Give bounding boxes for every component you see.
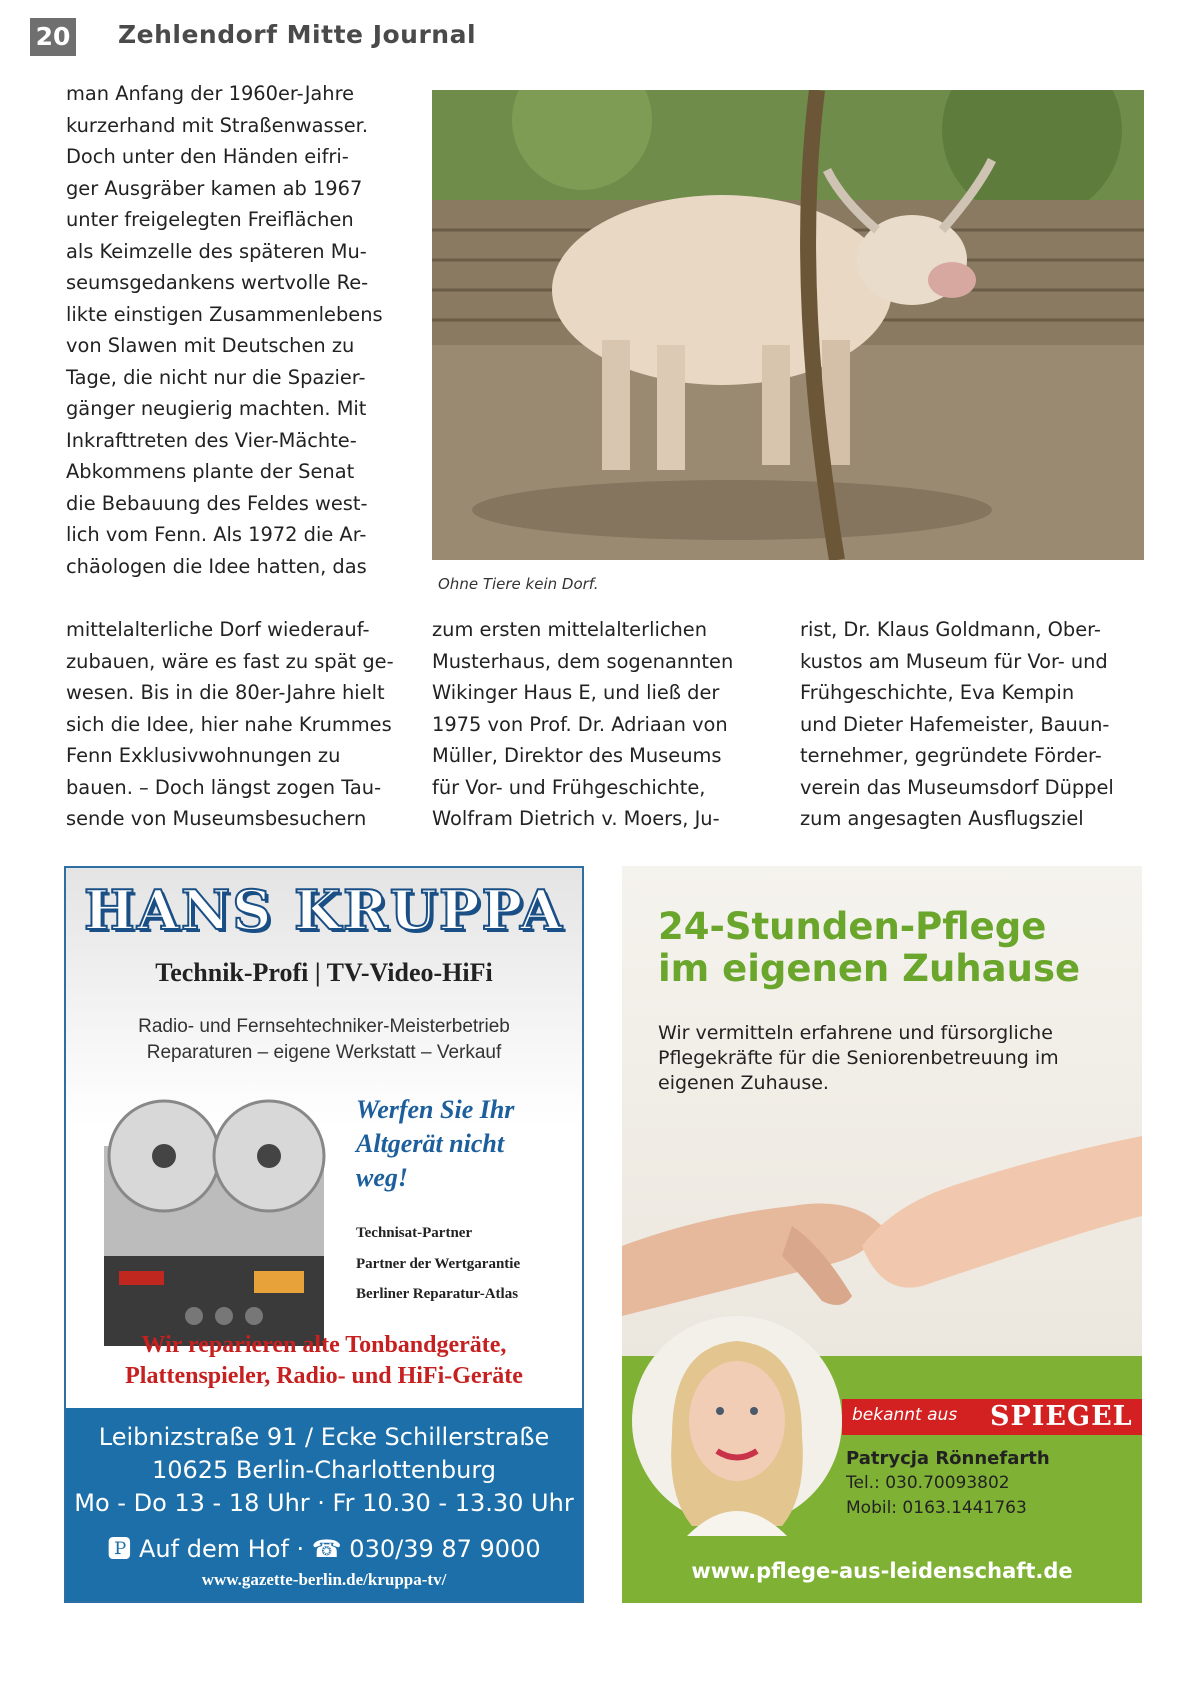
journal-title: Zehlendorf Mitte Journal	[118, 20, 477, 49]
text-line: und Dieter Hafemeister, Bauun-	[800, 712, 1110, 736]
article-column-1	[66, 78, 416, 582]
text-line: Müller, Direktor des Museums	[432, 744, 722, 767]
website-link[interactable]: www.gazette-berlin.de/kruppa-tv/	[201, 1570, 447, 1589]
slogan	[356, 1093, 514, 1195]
text-line: kurzerhand mit Straßenwasser.	[66, 113, 369, 137]
cow-photo	[432, 90, 1144, 560]
address-city: 10625 Berlin-Charlottenburg	[151, 1456, 497, 1484]
text-line: mittelalterliche Dorf wiederauf-	[66, 618, 370, 641]
text-line: als Keimzelle des späteren Mu-	[66, 239, 367, 263]
service-line: Reparaturen – eigene Werkstatt – Verkauf	[146, 1042, 502, 1063]
press-badge	[842, 1399, 1142, 1435]
text-line: Frühgeschichte, Eva Kempin	[800, 681, 1075, 704]
text-line: 1975 von Prof. Dr. Adriaan von	[432, 712, 728, 736]
repair-headline	[66, 1330, 582, 1392]
text-line: likte einstigen Zusammenlebens	[66, 302, 383, 326]
address-street: Leibnizstraße 91 / Ecke Schillerstraße	[98, 1423, 550, 1451]
text-line: ger Ausgräber kamen ab 1967	[66, 176, 363, 200]
known-from-label: bekannt aus	[852, 1405, 958, 1425]
text-line: zubauen, wäre es fast zu spät ge-	[66, 649, 394, 673]
text-line: ternehmer, gegründete Förder-	[800, 744, 1102, 767]
text-line: Doch unter den Händen eifri-	[66, 145, 349, 168]
pflege-advertisement	[622, 866, 1142, 1603]
text-line: für Vor- und Frühgeschichte,	[432, 775, 706, 799]
text-line: sende von Museumsbesuchern	[66, 807, 367, 830]
photo-caption: Ohne Tiere kein Dorf.	[438, 575, 599, 593]
pflege-description: Wir vermitteln erfahrene und fürsorgliche Pflegekräfte für die Seniorenbetreuung im eigenen Zuhause.	[658, 1022, 1059, 1094]
text-line: zum angesagten Ausflugsziel	[800, 807, 1084, 830]
contact-panel	[66, 1408, 582, 1603]
text-line: Wolfram Dietrich v. Moers, Ju-	[432, 807, 720, 830]
article-column-2	[432, 614, 780, 835]
phone-number: Tel.: 030.70093802	[846, 1473, 1010, 1493]
text-line: Inkrafttreten des Vier-Mächte-	[66, 428, 357, 452]
text-line: von Slawen mit Deutschen zu	[66, 334, 355, 357]
slogan-line: Werfen Sie Ihr	[356, 1095, 515, 1124]
text-line: Musterhaus, dem sogenannten	[432, 649, 734, 673]
headline-line: 24-Stunden-Pflege	[658, 905, 1047, 948]
kruppa-advertisement	[64, 866, 584, 1603]
text-line: zum ersten mittelalterlichen	[432, 618, 708, 641]
headline-line: im eigenen Zuhause	[658, 947, 1081, 990]
page-number: 20	[30, 18, 76, 56]
company-subtitle: Technik-Profi | TV-Video-HiFi	[155, 958, 493, 987]
slogan-line: Altgerät nicht	[356, 1129, 505, 1158]
text-line: man Anfang der 1960er-Jahre	[66, 82, 355, 105]
service-line: Radio- und Fernsehtechniker-Meisterbetrieb	[138, 1016, 510, 1037]
repair-line: Plattenspieler, Radio- und HiFi-Geräte	[125, 1363, 523, 1389]
text-line: seumsgedankens wertvolle Re-	[66, 271, 369, 294]
contact-name: Patrycja Rönnefarth	[846, 1448, 1050, 1469]
text-line: unter freigelegten Freiflächen	[66, 208, 354, 231]
portrait-avatar	[632, 1306, 842, 1536]
text-line: gänger neugierig machten. Mit	[66, 397, 367, 420]
text-line: rist, Dr. Klaus Goldmann, Ober-	[800, 618, 1101, 641]
article-column-3	[800, 614, 1148, 835]
text-line: lich vom Fenn. Als 1972 die Ar-	[66, 523, 367, 546]
text-line: Tage, die nicht nur die Spazier-	[66, 365, 366, 389]
text-line: chäologen die Idee hatten, das	[66, 554, 367, 578]
partner-line: Partner der Wertgarantie	[356, 1256, 521, 1272]
text-line: die Bebauung des Feldes west-	[66, 491, 368, 515]
text-line: sich die Idee, hier nahe Krummes	[66, 712, 392, 736]
parking-phone: 🅿 Auf dem Hof · ☎ 030/39 87 9000	[107, 1535, 541, 1563]
text-line: Wikinger Haus E, und ließ der	[432, 681, 720, 704]
mobile-number: Mobil: 0163.1441763	[846, 1498, 1027, 1518]
repair-line: Wir reparieren alte Tonbandgeräte,	[141, 1332, 507, 1358]
website-link[interactable]: www.pflege-aus-leidenschaft.de	[691, 1559, 1073, 1583]
text-line: Fenn Exklusivwohnungen zu	[66, 744, 341, 767]
company-logo-text: HANS KRUPPA	[83, 878, 565, 942]
slogan-line: weg!	[356, 1163, 408, 1192]
pflege-headline	[658, 906, 1080, 990]
article-column-1-continued	[66, 614, 416, 835]
partner-line: Technisat-Partner	[356, 1225, 473, 1241]
cow-illustration	[432, 90, 1144, 560]
text-line: Abkommens plante der Senat	[66, 460, 355, 483]
opening-hours: Mo - Do 13 - 18 Uhr · Fr 10.30 - 13.30 Uhr	[74, 1489, 574, 1517]
text-line: verein das Museumsdorf Düppel	[800, 775, 1114, 799]
text-line: wesen. Bis in die 80er-Jahre hielt	[66, 681, 385, 704]
text-line: kustos am Museum für Vor- und	[800, 649, 1108, 673]
text-line: bauen. – Doch längst zogen Tau-	[66, 775, 382, 799]
partner-line: Berliner Reparatur-Atlas	[356, 1286, 519, 1302]
tape-recorder-icon	[94, 1086, 334, 1346]
spiegel-logo: SPIEGEL	[990, 1401, 1133, 1432]
